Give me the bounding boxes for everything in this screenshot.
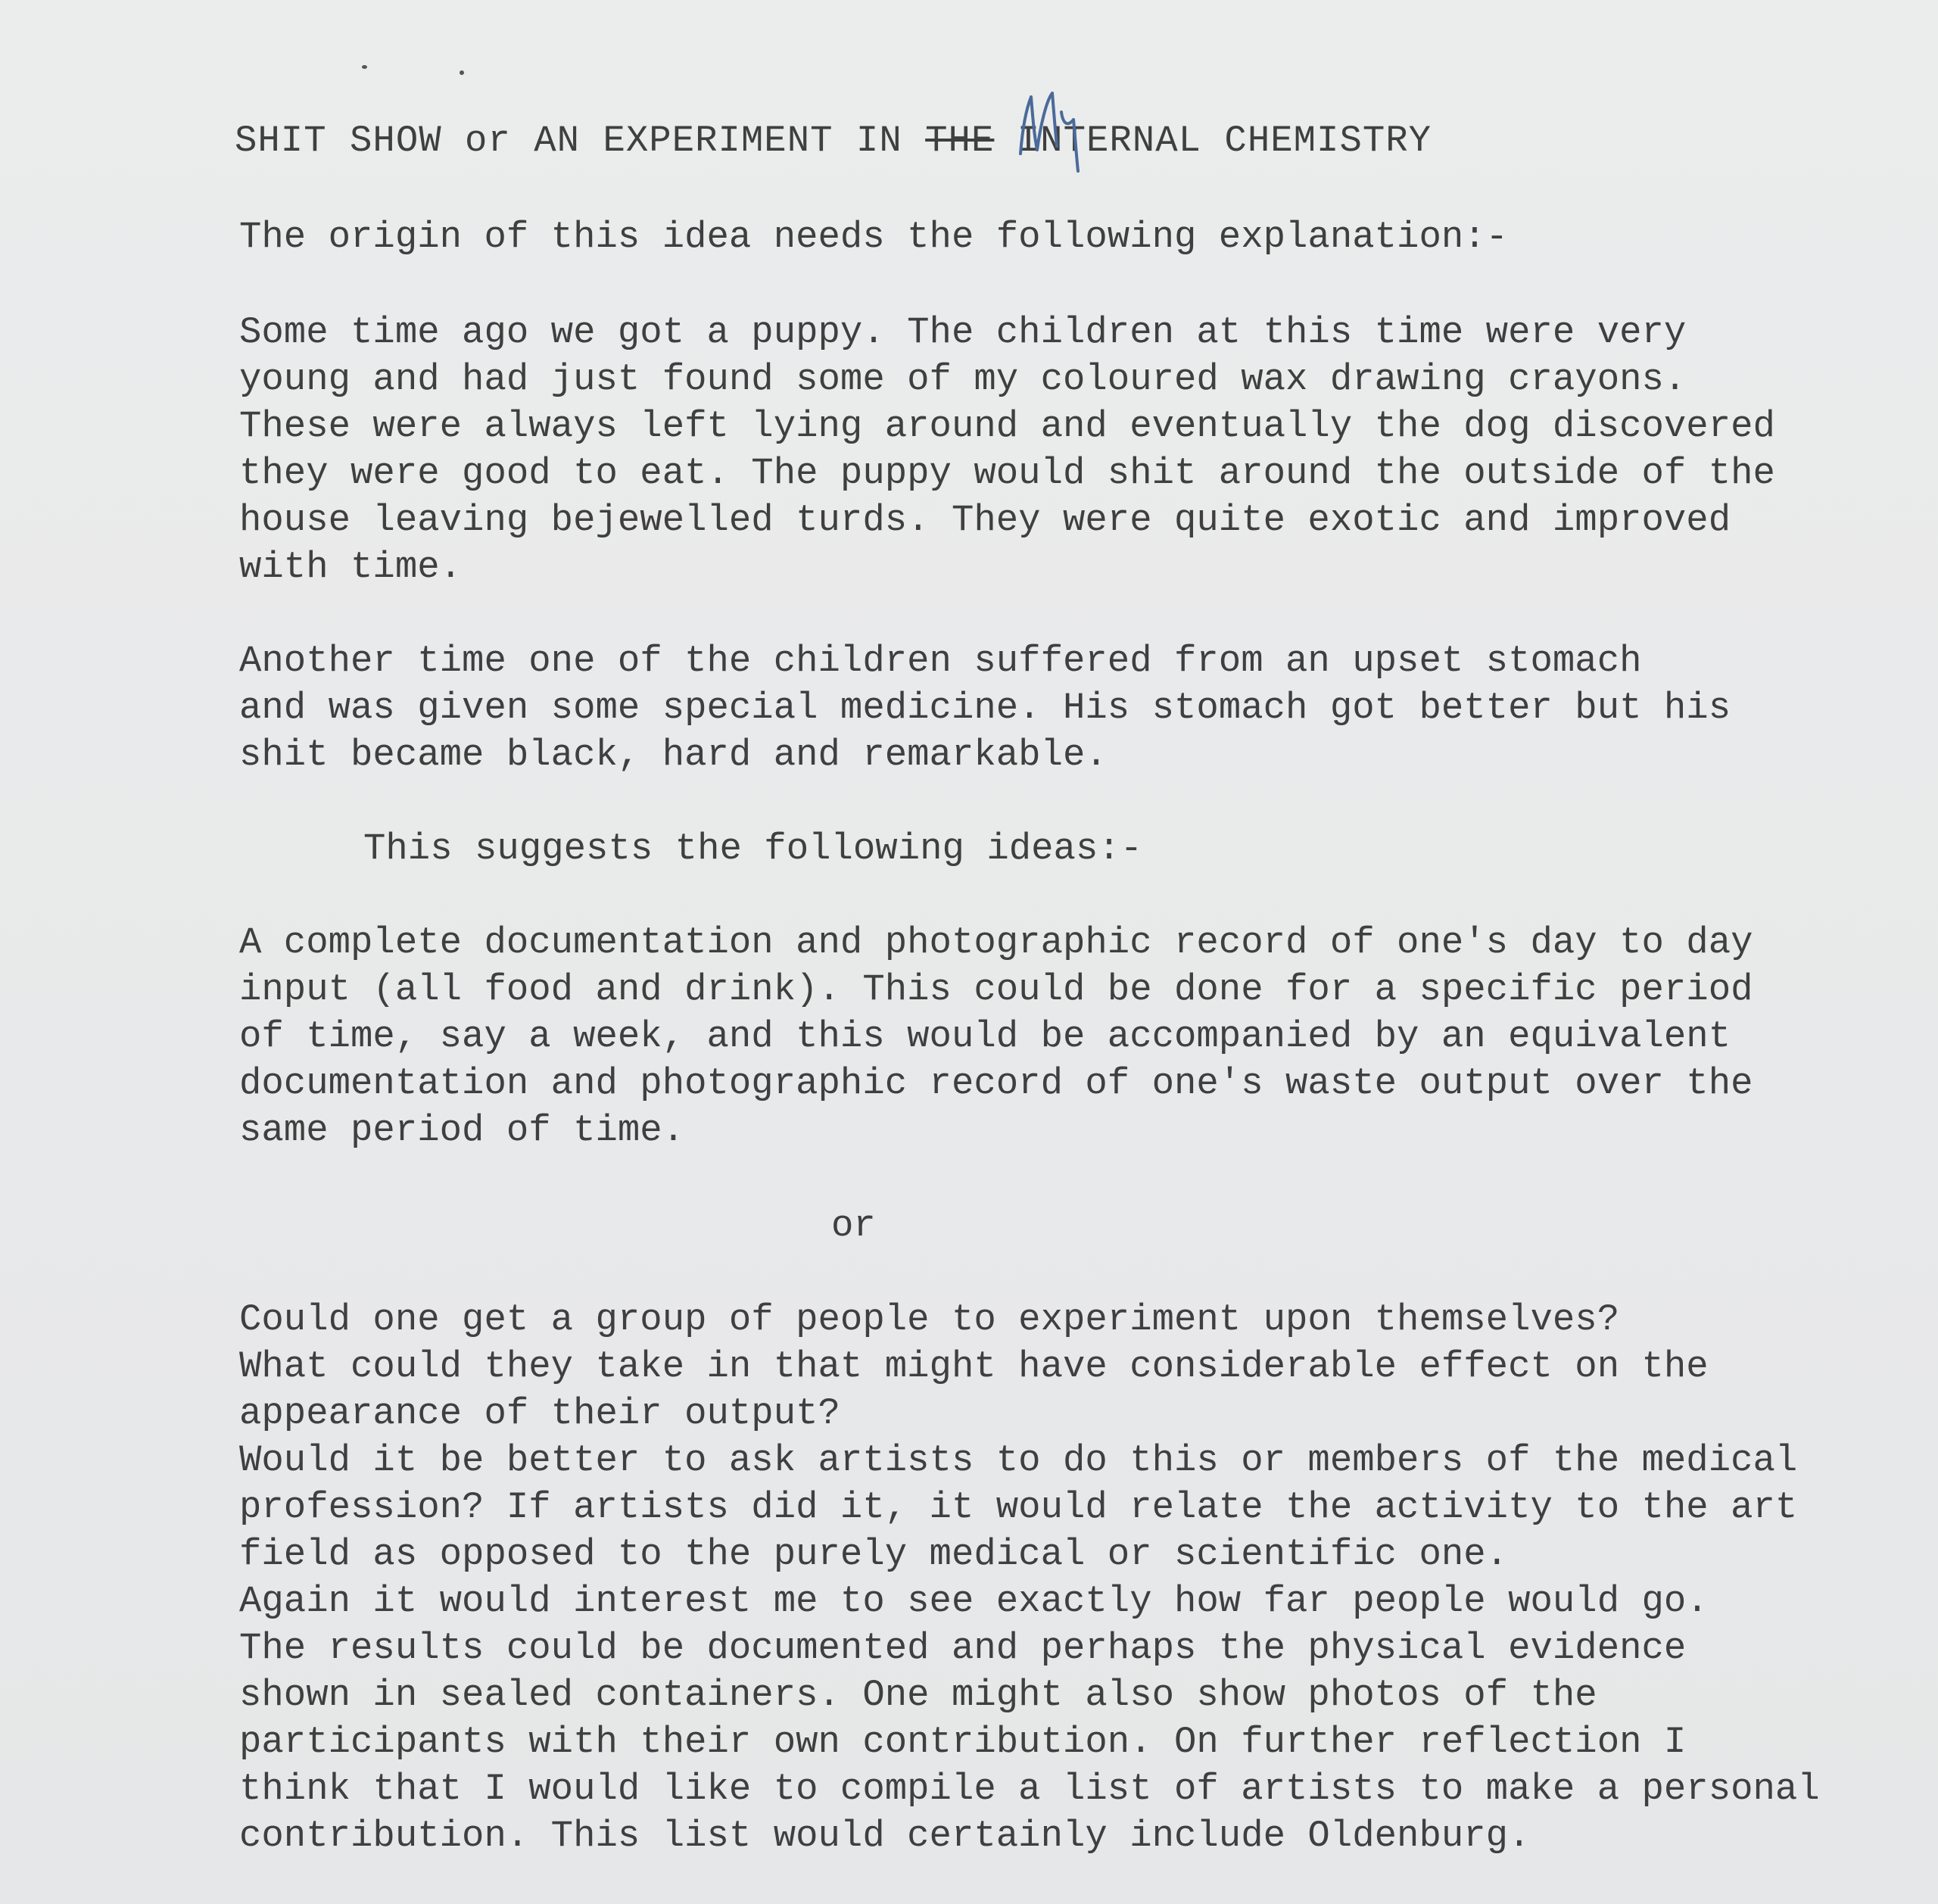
para4-line: field as opposed to the purely medical or scientific one.	[239, 1533, 1509, 1575]
para4-line: appearance of their output?	[239, 1392, 840, 1435]
para3-line: input (all food and drink). This could be done for a specific period	[239, 968, 1753, 1011]
para1-line: young and had just found some of my coloured wax drawing crayons.	[239, 358, 1687, 400]
suggests-line: This suggests the following ideas:-	[363, 827, 1143, 870]
paper-speck	[460, 70, 464, 75]
para4-line: contribution. This list would certainly include Oldenburg.	[239, 1815, 1531, 1857]
para4-line: Would it be better to ask artists to do this or members of the medical	[239, 1439, 1798, 1482]
para2-line: shit became black, hard and remarkable.	[239, 734, 1108, 776]
para3-line: of time, say a week, and this would be accompanied by an equivalent	[239, 1015, 1731, 1058]
para1-line: Some time ago we got a puppy. The children at this time were very	[239, 311, 1687, 354]
para1-line: with time.	[239, 546, 463, 588]
para3-line: A complete documentation and photographic record of one's day to day	[239, 921, 1753, 964]
para4-line: shown in sealed containers. One might also show photos of the	[239, 1674, 1597, 1716]
handwritten-correction-icon	[1014, 82, 1098, 173]
handwritten-correction-text: my	[1014, 82, 1017, 83]
para4-line: What could they take in that might have considerable effect on the	[239, 1345, 1709, 1388]
para3-line: same period of time.	[239, 1109, 685, 1151]
title-suffix: INTERNAL CHEMISTRY	[994, 120, 1432, 162]
title-prefix: SHIT SHOW or AN EXPERIMENT IN	[235, 120, 926, 162]
para4-line: profession? If artists did it, it would relate the activity to the art	[239, 1486, 1798, 1528]
para4-line: Could one get a group of people to experiment upon themselves?	[239, 1298, 1620, 1341]
para3-line: documentation and photographic record of one's waste output over the	[239, 1062, 1753, 1105]
para1-line: house leaving bejewelled turds. They were quite exotic and improved	[239, 499, 1731, 541]
para2-line: and was given some special medicine. His stomach got better but his	[239, 687, 1731, 729]
para4-line: participants with their own contribution. On further reflection I	[239, 1721, 1687, 1763]
para1-line: they were good to eat. The puppy would shit around the outside of the	[239, 452, 1775, 494]
title-struck-word: THE	[925, 120, 995, 162]
para1-line: These were always left lying around and eventually the dog discovered	[239, 405, 1775, 447]
para2-line: Another time one of the children suffered from an upset stomach	[239, 640, 1642, 682]
or-separator: or	[831, 1204, 876, 1247]
para4-line: The results could be documented and perhaps the physical evidence	[239, 1627, 1687, 1669]
para4-line: think that I would like to compile a list of artists to make a personal	[239, 1768, 1820, 1810]
para4-line: Again it would interest me to see exactly how far people would go.	[239, 1580, 1709, 1622]
document-title	[235, 82, 1432, 162]
paper-speck	[362, 65, 367, 69]
intro-line: The origin of this idea needs the following explanation:-	[239, 216, 1509, 258]
